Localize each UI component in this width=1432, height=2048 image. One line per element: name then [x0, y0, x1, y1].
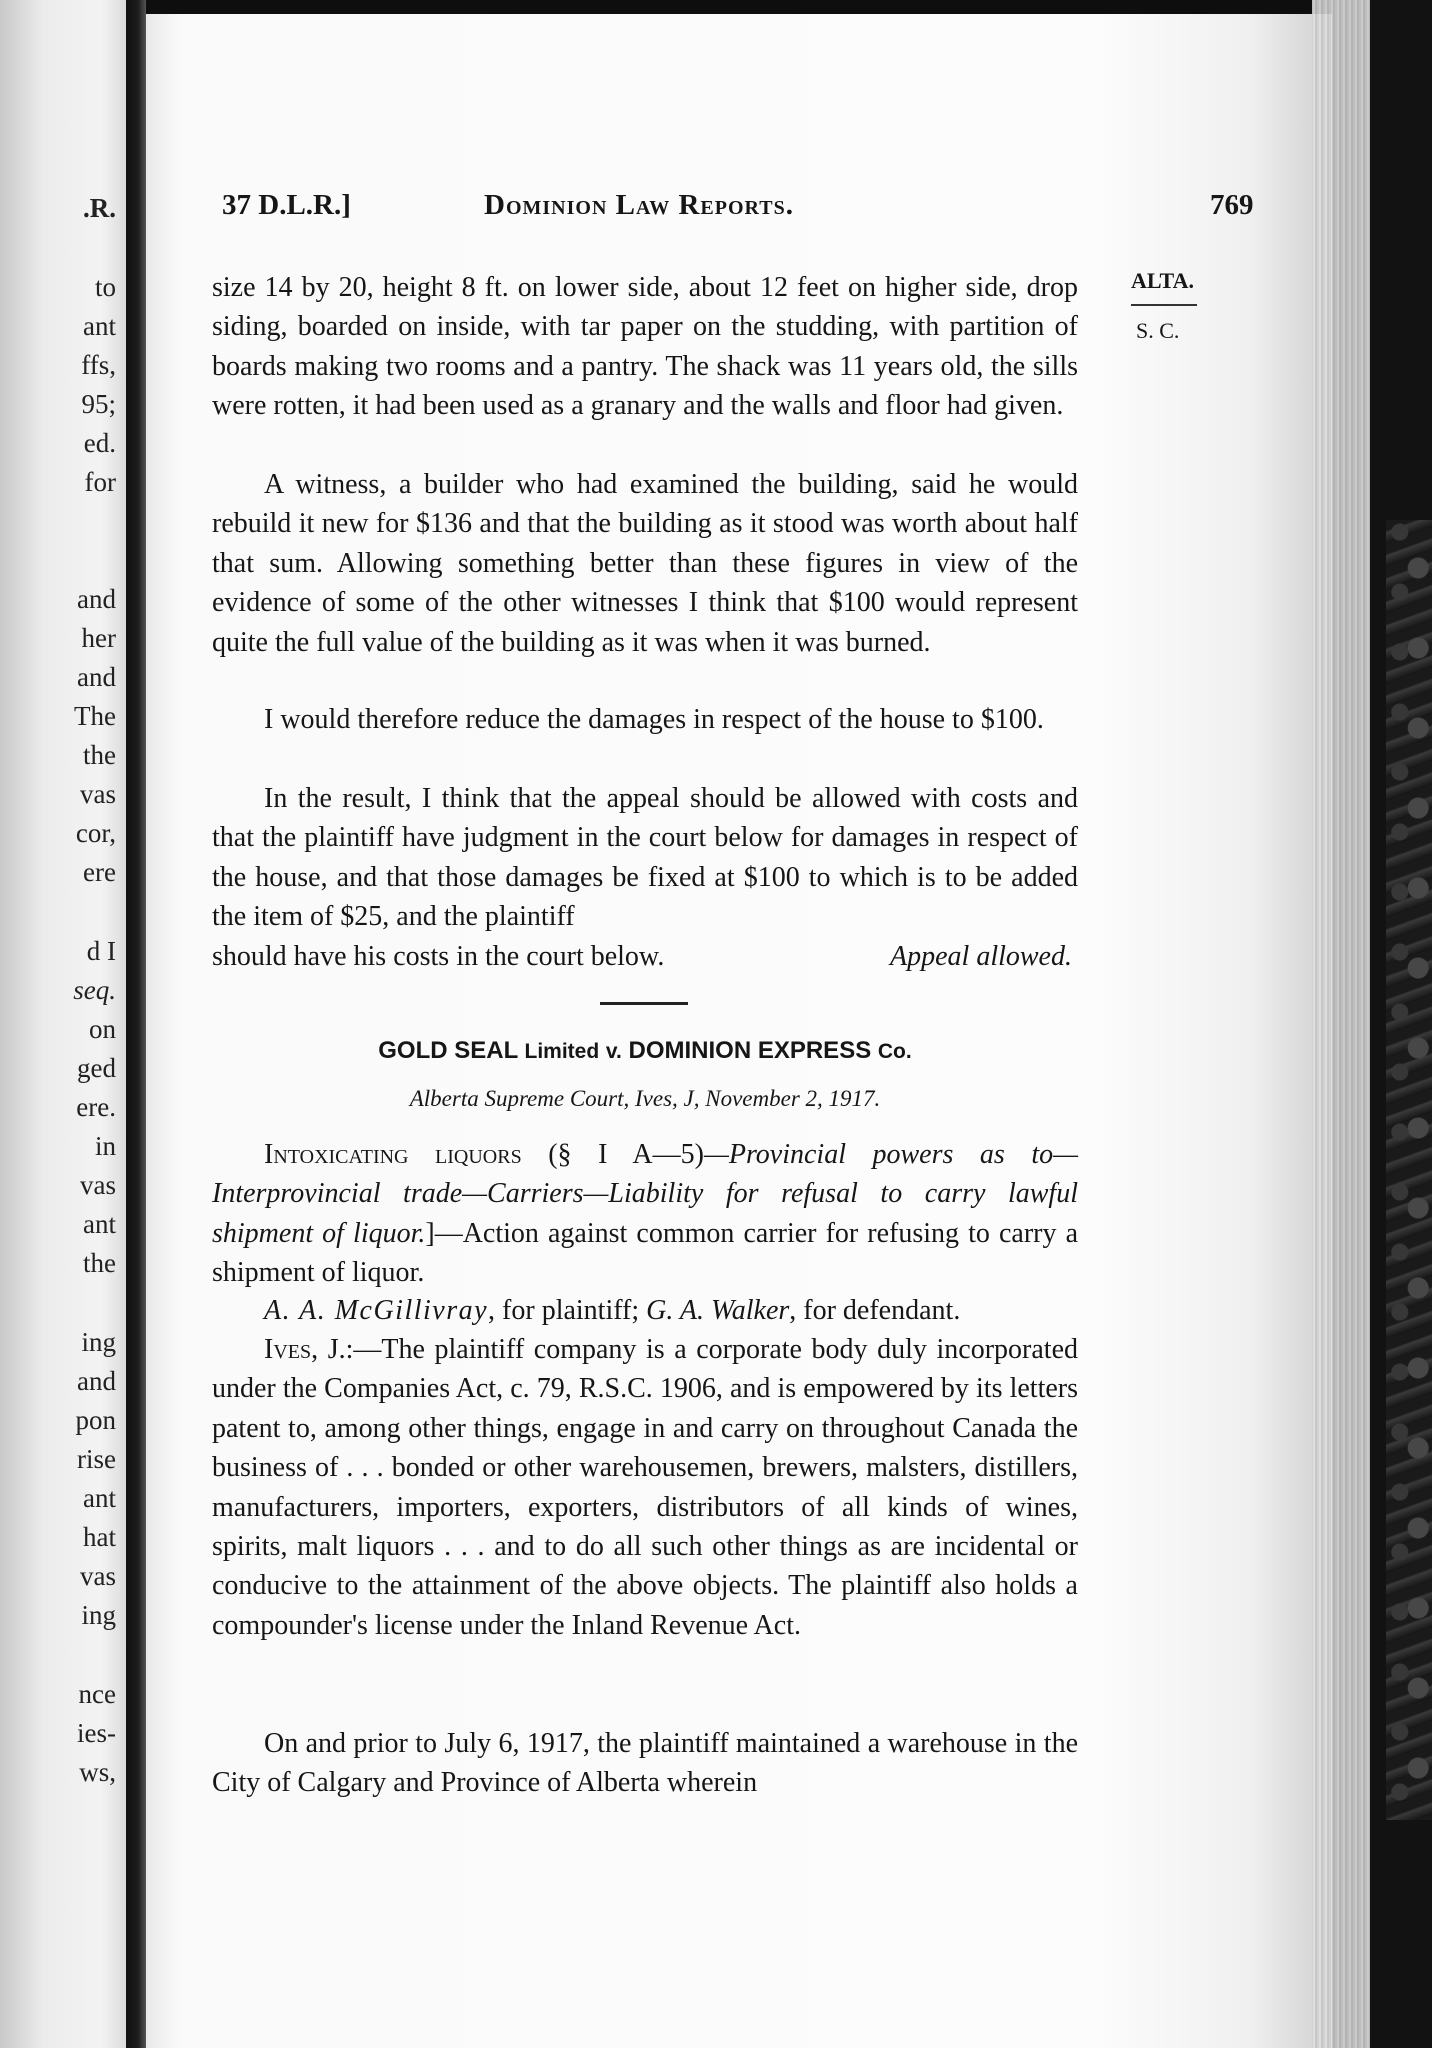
- judge-name: Ives, J.: [264, 1334, 346, 1365]
- facing-page-fragment: d I: [86, 936, 116, 966]
- facing-page-fragment: seq.: [73, 975, 116, 1005]
- header-title: Dominion Law Reports.: [484, 189, 794, 221]
- facing-page-fragment: vas: [80, 1561, 116, 1591]
- facing-page-fragment: ere.: [76, 1092, 116, 1122]
- judgment-paragraph-2: On and prior to July 6, 1917, the plaintiff maintained a warehouse in the City of Calgary and Province of Alberta wherein: [212, 1728, 1078, 1799]
- facing-page-fragment: and: [77, 584, 116, 614]
- facing-page-fragment: pon: [75, 1405, 116, 1435]
- paragraph-4-last-line: should have his costs in the court below.: [212, 940, 665, 972]
- facing-page-fragment: and: [77, 662, 116, 692]
- paragraph-1: size 14 by 20, height 8 ft. on lower side, about 12 feet on higher side, drop siding, boarded on inside, with tar paper on the studding, with partition of boards making two rooms and a pantry. The shack was 11 years old, the sills were rotten, it had been used as a granary and the walls and floor had given.: [212, 272, 1078, 422]
- paragraph-3: I would therefore reduce the damages in respect of the house to $100.: [264, 704, 1044, 735]
- facing-page-fragment: ere: [83, 857, 116, 887]
- page-edges: [1312, 0, 1370, 2048]
- margin-court: S. C.: [1136, 318, 1180, 343]
- facing-page-fragment: The: [74, 701, 116, 731]
- facing-page-fragment: ws,: [79, 1757, 116, 1787]
- facing-page-fragment: cor,: [75, 818, 116, 848]
- facing-page-fragment: ged: [77, 1053, 116, 1083]
- counsel-line: [212, 1291, 1078, 1330]
- facing-page-fragment: rise: [77, 1444, 116, 1474]
- facing-page-fragment: ant: [83, 1209, 116, 1239]
- facing-page-fragment: 95;: [81, 389, 116, 419]
- judgment-text-1: :—The plaintiff company is a corporate body duly incorporated under the Companies Act, c. 79, R.S.C. 1906, and is empowered by its letters patent to, among other things, engage in and carry on throughout Canada the business of . . . bonded or other warehousemen, brewers, malsters, distillers, manufacturers, importers, exporters, distributors of all kinds of wines, spirits, malt liquors . . . and to do all such other things as are incidental or conducive to the attainment of the above objects. The plaintiff also holds a compounder's license under the Inland Revenue Act.: [212, 1334, 1078, 1641]
- facing-page-fragment: her: [81, 623, 116, 653]
- facing-page-fragment: vas: [80, 1170, 116, 1200]
- facing-page-fragment: on: [89, 1014, 116, 1044]
- facing-page-fragment: ing: [81, 1327, 116, 1357]
- facing-page-fragment: ed.: [83, 428, 116, 458]
- case-versus: v.: [605, 1040, 622, 1063]
- page-number: 769: [1210, 189, 1254, 221]
- headnote-summary: ]—Action against common carrier for refusing to carry a shipment of liquor.: [212, 1217, 1078, 1289]
- case-title: [212, 1037, 1078, 1065]
- book-gutter: [126, 0, 146, 2048]
- paragraph-4: In the result, I think that the appeal should be allowed with costs and that the plaintiff have judgment in the court below for damages in respect of the house, and that those damages be fixed at $100 to which is to be added the item of $25, and the plaintiff should have his costs in the court below. Appeal allowed.: [212, 779, 1078, 976]
- facing-page-fragment: to: [94, 272, 116, 302]
- facing-page-fragment: and: [77, 1366, 116, 1396]
- facing-page-fragment: in: [94, 1131, 116, 1161]
- case-party-1: GOLD SEAL: [378, 1037, 518, 1064]
- disposition: Appeal allowed.: [890, 940, 1072, 972]
- plaintiff-counsel: A. A. McGillivray: [264, 1295, 489, 1326]
- header-volume: 37 D.L.R.]: [222, 189, 351, 221]
- facing-page-fragment: ffs,: [81, 350, 116, 380]
- facing-page-fragment: vas: [80, 779, 116, 809]
- headnote: [212, 1135, 1078, 1293]
- facing-page-fragment: ing: [81, 1600, 116, 1630]
- headnote-topic: Intoxicating liquors: [264, 1139, 522, 1170]
- facing-page-fragment: for: [84, 467, 116, 497]
- judgment-paragraph-1: [212, 1330, 1078, 1645]
- case-party-2-suffix: Co.: [877, 1040, 912, 1063]
- defendant-counsel: G. A. Walker: [646, 1295, 790, 1326]
- case-party-1-suffix: Limited: [524, 1040, 600, 1063]
- facing-page-fragment: ant: [83, 1483, 116, 1513]
- defendant-role: , for defendant.: [789, 1295, 961, 1326]
- paragraph-2: A witness, a builder who had examined the building, said he would rebuild it new for $136 and that the building as it stood was worth about half that sum. Allowing something better than these figures in view of the evidence of some of the other witnesses I think that $100 would represent quite the full value of the building as it was when it was burned.: [212, 469, 1078, 658]
- facing-page-fragment: the: [83, 1248, 116, 1278]
- headnote-section: (§ I A—5): [548, 1139, 704, 1170]
- margin-rule: [1131, 304, 1197, 306]
- facing-page-fragment: hat: [83, 1522, 116, 1552]
- facing-page-fragment: ies-: [77, 1718, 116, 1748]
- facing-page-fragment: the: [83, 740, 116, 770]
- margin-province: ALTA.: [1131, 268, 1194, 293]
- facing-page: [0, 0, 126, 2048]
- marbled-endpaper: [1386, 520, 1432, 1820]
- section-separator: [600, 1002, 688, 1005]
- headnote-catchwords: —Provincial powers as to—Interprovincial trade—Carriers—Liability for refusal to carry lawful shipment of liquor.: [212, 1139, 1079, 1249]
- case-party-2: DOMINION EXPRESS: [628, 1037, 872, 1064]
- plaintiff-role: , for plaintiff;: [488, 1295, 647, 1326]
- facing-page-fragment: .R.: [83, 193, 116, 223]
- facing-page-fragment: ant: [83, 311, 116, 341]
- court-line: Alberta Supreme Court, Ives, J, November 2, 1917.: [409, 1086, 881, 1111]
- facing-page-fragment: nce: [78, 1679, 116, 1709]
